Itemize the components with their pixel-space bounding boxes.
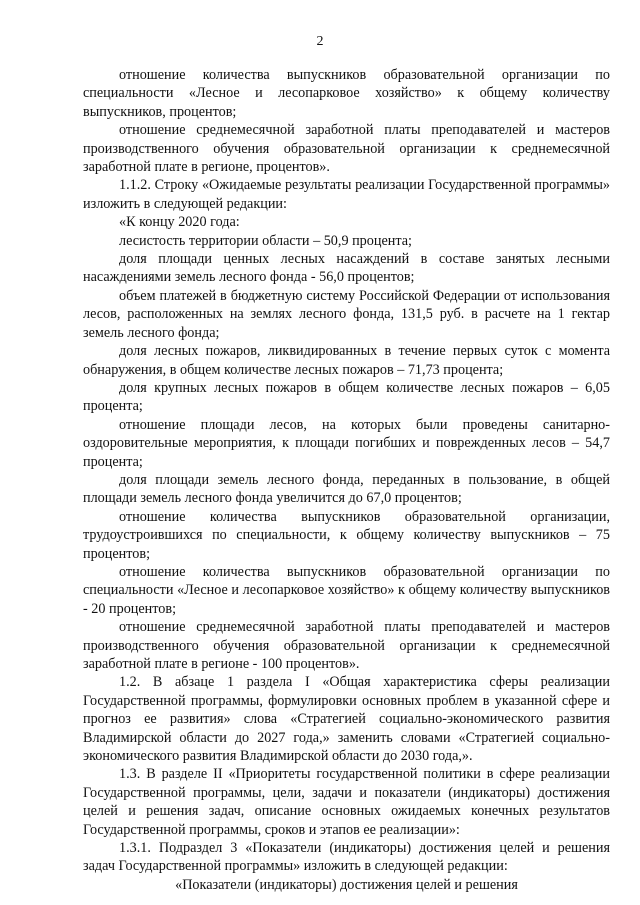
paragraph: 1.3.1. Подраздел 3 «Показатели (индикаторы) достижения целей и решения задач Государственной программы» изложить в следующей редакции:: [83, 840, 610, 875]
paragraph: объем платежей в бюджетную систему Российской Федерации от использования лесов, расположенных на землях лесного фонда, 131,5 руб. в расчете на 1 гектар земель лесного фонда;: [83, 287, 610, 341]
paragraph: отношение количества выпускников образовательной организации по специальности «Лесное и лесопарковое хозяйство» к общему количеству выпускников - 20 процентов;: [83, 563, 610, 617]
paragraph: доля крупных лесных пожаров в общем количестве лесных пожаров – 6,05 процента;: [83, 379, 610, 415]
paragraph: лесистость территории области – 50,9 процента;: [119, 232, 412, 249]
paragraph: отношение среднемесячной заработной платы преподавателей и мастеров производственного обучения образовательной организации к среднемесячной заработной плате в регионе - 100 процентов».: [83, 619, 610, 672]
paragraph: доля лесных пожаров, ликвидированных в течение первых суток с момента обнаружения, в общем количестве лесных пожаров – 71,73 процента;: [83, 343, 610, 378]
paragraph: отношение площади лесов, на которых были проведены санитарно-оздоровительные мероприятия, к площади погибших и поврежденных лесов – 54,7 процента;: [83, 416, 610, 470]
paragraph: отношение количества выпускников образовательной организации по специальности «Лесное и лесопарковое хозяйство» к общему количеству выпускников, процентов;: [83, 67, 610, 120]
paragraph: 1.1.2. Строку «Ожидаемые результаты реализации Государственной программы» изложить в следующей редакции:: [83, 177, 610, 212]
section-subtitle: «Показатели (индикаторы) достижения целей и решения: [175, 876, 518, 893]
paragraph: доля площади земель лесного фонда, переданных в пользование, в общей площади земель лесного фонда увеличится до 67,0 процентов;: [83, 471, 610, 507]
paragraph: «К концу 2020 года:: [119, 214, 240, 231]
paragraph: отношение количества выпускников образовательной организации, трудоустроившихся по специальности, к общему количеству выпускников – 75 процентов;: [83, 508, 610, 562]
paragraph: 1.2. В абзаце 1 раздела I «Общая характеристика сферы реализации Государственной программы, формулировки основных проблем в указанной сфере и прогноз ее развития» слова «Стратегией социально-экономического развития Владимирской области до 2027 года,» заменить словами «Стратегией социально-экономического развития Владимирской области до 2030 года,».: [83, 674, 610, 765]
paragraph: 1.3. В разделе II «Приоритеты государственной политики в сфере реализации Государственной программы, цели, задачи и показатели (индикаторы) достижения целей и решения задач, описание основных ожидаемых конечных результатов Государственной программы, сроков и этапов ее реализации»:: [83, 766, 610, 838]
page-number: 2: [316, 34, 324, 49]
paragraph: доля площади ценных лесных насаждений в составе занятых лесными насаждениями земель лесного фонда - 56,0 процентов;: [83, 251, 610, 286]
document-body: [83, 66, 610, 894]
paragraph: отношение среднемесячной заработной платы преподавателей и мастеров производственного обучения образовательной организации к среднемесячной заработной плате в регионе, процентов».: [83, 122, 610, 176]
